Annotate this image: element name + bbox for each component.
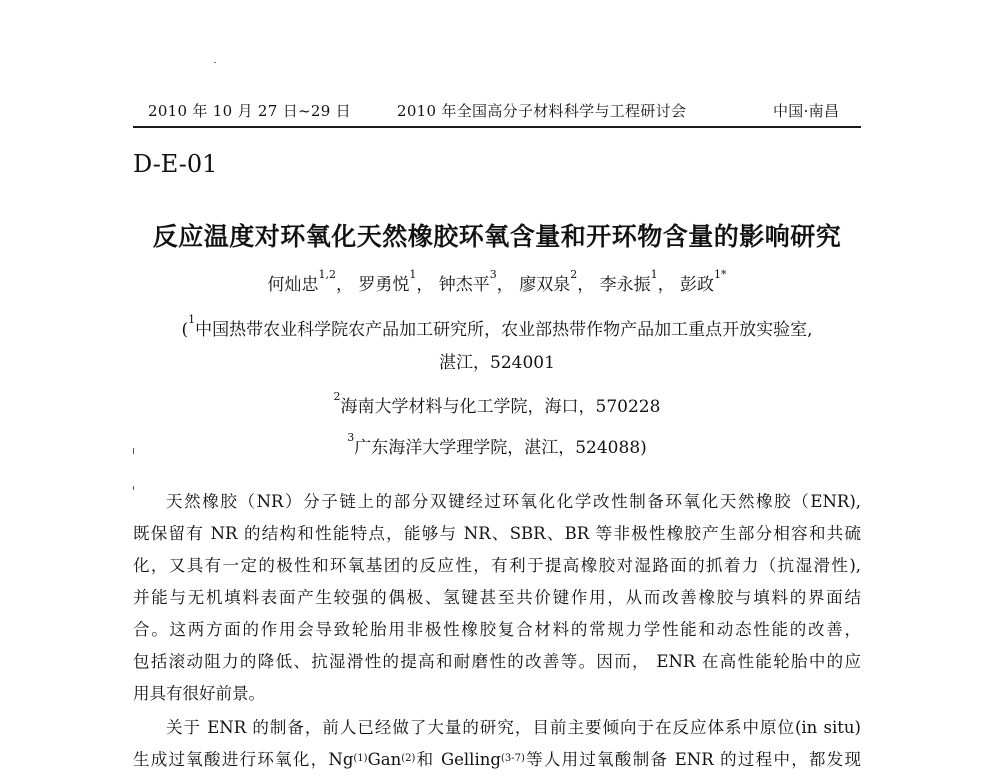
affiliation-3: $^3$广东海洋大学理学院，湛江，524088) [347,431,647,458]
header-place: 中国·南昌 [773,102,840,120]
affiliation-2: $^2$海南大学材料与化工学院，海口，570228 [333,390,661,417]
paragraph-line: 天然橡胶（NR）分子链上的部分双键经过环氧化化学改性制备环氧化天然橡胶（ENR), [166,492,861,511]
paragraph-line: 生成过氧酸进行环氧化，Ng$^{(1)}$Gan$^{(2)}$和 Gelling$^{(3-7)}$等人用过氧酸制备 ENR 的过程中，都发现 [133,750,862,769]
affiliation-1-city: 湛江，524001 [439,353,555,373]
author: 彭政$^{1*}$ [680,268,727,295]
paragraph-line: 化，又具有一定的极性和环氧基团的反应性，有利于提高橡胶对湿路面的抓着力（抗湿滑性), [133,556,861,575]
author: 钟杰平$^3$， [438,268,514,295]
author-list [133,270,861,295]
citation-ref: (3-7) [500,753,525,764]
paragraph-line: 包括滚动阻力的降低、抗湿滑性的提高和耐磨性的改善等。因而， ENR 在高性能轮胎中的应 [133,652,861,671]
affiliation-1: ($^1$中国热带农业科学院农产品加工研究所，农业部热带作物产品加工重点开放实验室, [181,313,813,340]
body-paragraph-1 [133,486,861,710]
stray-mark [214,62,216,63]
paper-title: 反应温度对环氧化天然橡胶环氧含量和开环物含量的影响研究 [152,222,842,251]
header-conference: 2010 年全国高分子材料科学与工程研讨会 [397,102,687,120]
paragraph-line: 既保留有 NR 的结构和性能特点，能够与 NR、SBR、BR 等非极性橡胶产生部分相容和共硫 [133,524,861,543]
author: 罗勇悦$^1$， [358,268,434,295]
citation-ref: (1) [353,753,368,764]
author: 何灿忠$^{1,2}$， [267,268,353,295]
author: 廖双泉$^2$， [519,268,595,295]
paragraph-line: 关于 ENR 的制备，前人已经做了大量的研究，目前主要倾向于在反应体系中原位(in situ) [166,718,861,737]
paragraph-line: 用具有很好前景。 [133,684,265,703]
citation-ref: (2) [401,753,416,764]
body-paragraph-2 [133,712,861,776]
paragraph-line: 并能与无机填料表面产生较强的偶极、氢键甚至共价键作用，从而改善橡胶与填料的界面结 [133,588,861,607]
paragraph-line: 合。这两方面的作用会导致轮胎用非极性橡胶复合材料的常规力学性能和动态性能的改善， [133,620,861,639]
author: 李永振$^1$， [599,268,675,295]
running-header [133,98,861,122]
header-rule [133,126,861,128]
paper-code: D-E-01 [133,150,218,178]
header-date: 2010 年 10 月 27 日~29 日 [148,102,351,120]
